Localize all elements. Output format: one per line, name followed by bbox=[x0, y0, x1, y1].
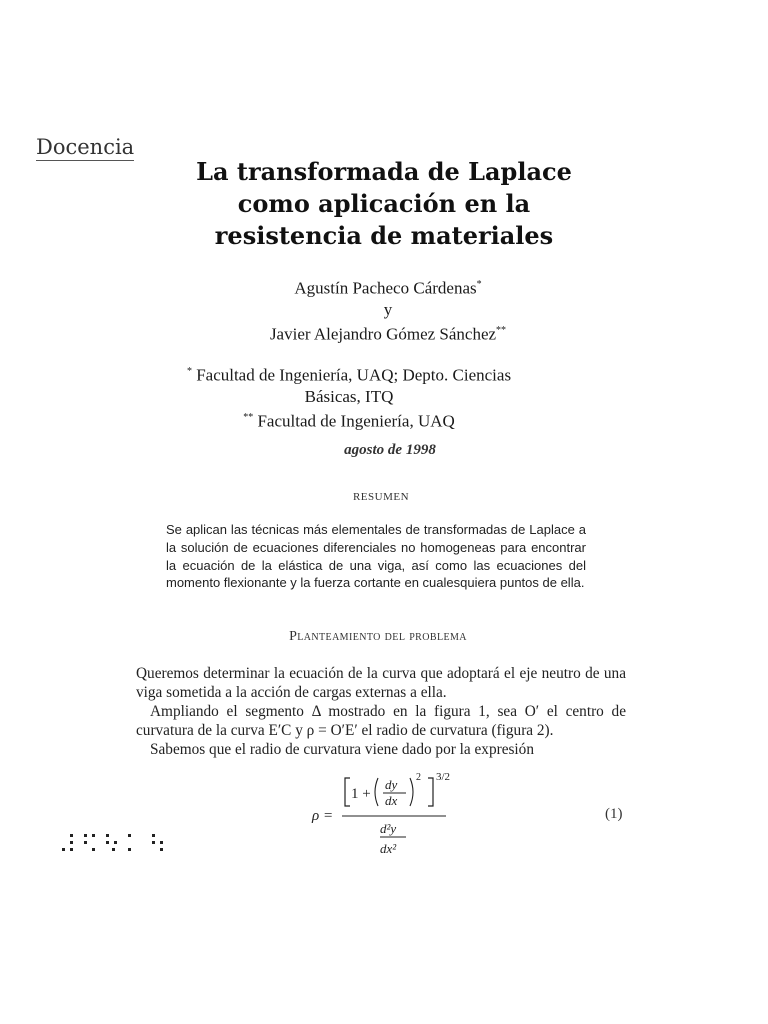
eq-dx: dx bbox=[385, 793, 398, 808]
title-line: La transformada de Laplace bbox=[196, 157, 572, 186]
title-line: resistencia de materiales bbox=[214, 221, 554, 250]
author-mark: * bbox=[476, 279, 482, 290]
eq-right-paren bbox=[410, 778, 413, 806]
abstract-heading: RESUMEN bbox=[352, 491, 410, 503]
body-text bbox=[136, 664, 626, 759]
author-mark: ** bbox=[496, 324, 507, 336]
paper-date: agosto de 1998 bbox=[344, 442, 436, 458]
eq-dx2: dx² bbox=[380, 841, 397, 856]
eq-d2y: d²y bbox=[380, 821, 397, 836]
eq-left-bracket bbox=[345, 778, 350, 806]
paragraph: Queremos determinar la ecuación de la curva que adoptará el eje neutro de una viga sometida a la acción de cargas externas a ella. bbox=[136, 665, 626, 701]
affil-text: Básicas, ITQ bbox=[304, 386, 394, 406]
eq-left-paren bbox=[375, 778, 378, 806]
title-line: como aplicación en la bbox=[237, 189, 531, 218]
eq-right-bracket bbox=[428, 778, 433, 806]
author-name: Agustín Pacheco Cárdenas bbox=[294, 278, 477, 298]
equation-number: (1) bbox=[605, 806, 623, 822]
author-block bbox=[0, 274, 768, 344]
affil-mark: * bbox=[186, 366, 192, 377]
eq-square: 2 bbox=[416, 772, 421, 783]
eq-power: 3/2 bbox=[436, 771, 451, 783]
section-heading: Planteamiento del problema bbox=[289, 629, 467, 644]
paragraph: Sabemos que el radio de curvatura viene dado por la expresión bbox=[150, 741, 534, 758]
author-conjunction: y bbox=[383, 299, 393, 319]
affil-mark: ** bbox=[243, 411, 254, 423]
affil-text: Facultad de Ingeniería, UAQ bbox=[257, 411, 455, 431]
paper-title bbox=[0, 156, 768, 252]
affiliations bbox=[0, 361, 698, 431]
section-label: Docencia bbox=[36, 136, 134, 161]
abstract-text: Se aplican las técnicas más elementales de transformadas de Laplace a la solución de ecuaciones diferenciales no homogeneas para encontrar la ecuación de la elástica de una viga, así como las ecuaciones del momento flexionante y la fuerza cortante en cualesquiera puntos de ella. bbox=[166, 522, 586, 591]
author-name: Javier Alejandro Gómez Sánchez bbox=[269, 324, 497, 344]
affil-text: Facultad de Ingeniería, UAQ; Depto. Ciencias bbox=[196, 365, 512, 385]
curvature-equation bbox=[300, 768, 470, 860]
eq-one-plus: 1 + bbox=[351, 786, 371, 802]
eq-lhs: ρ = bbox=[312, 808, 334, 824]
paragraph: Ampliando el segmento Δ mostrado en la figura 1, sea O′ el centro de curvatura de la curva E′C y ρ = O′E′ el radio de curvatura (figura 2). bbox=[136, 703, 626, 739]
eq-dy: dy bbox=[385, 777, 398, 792]
